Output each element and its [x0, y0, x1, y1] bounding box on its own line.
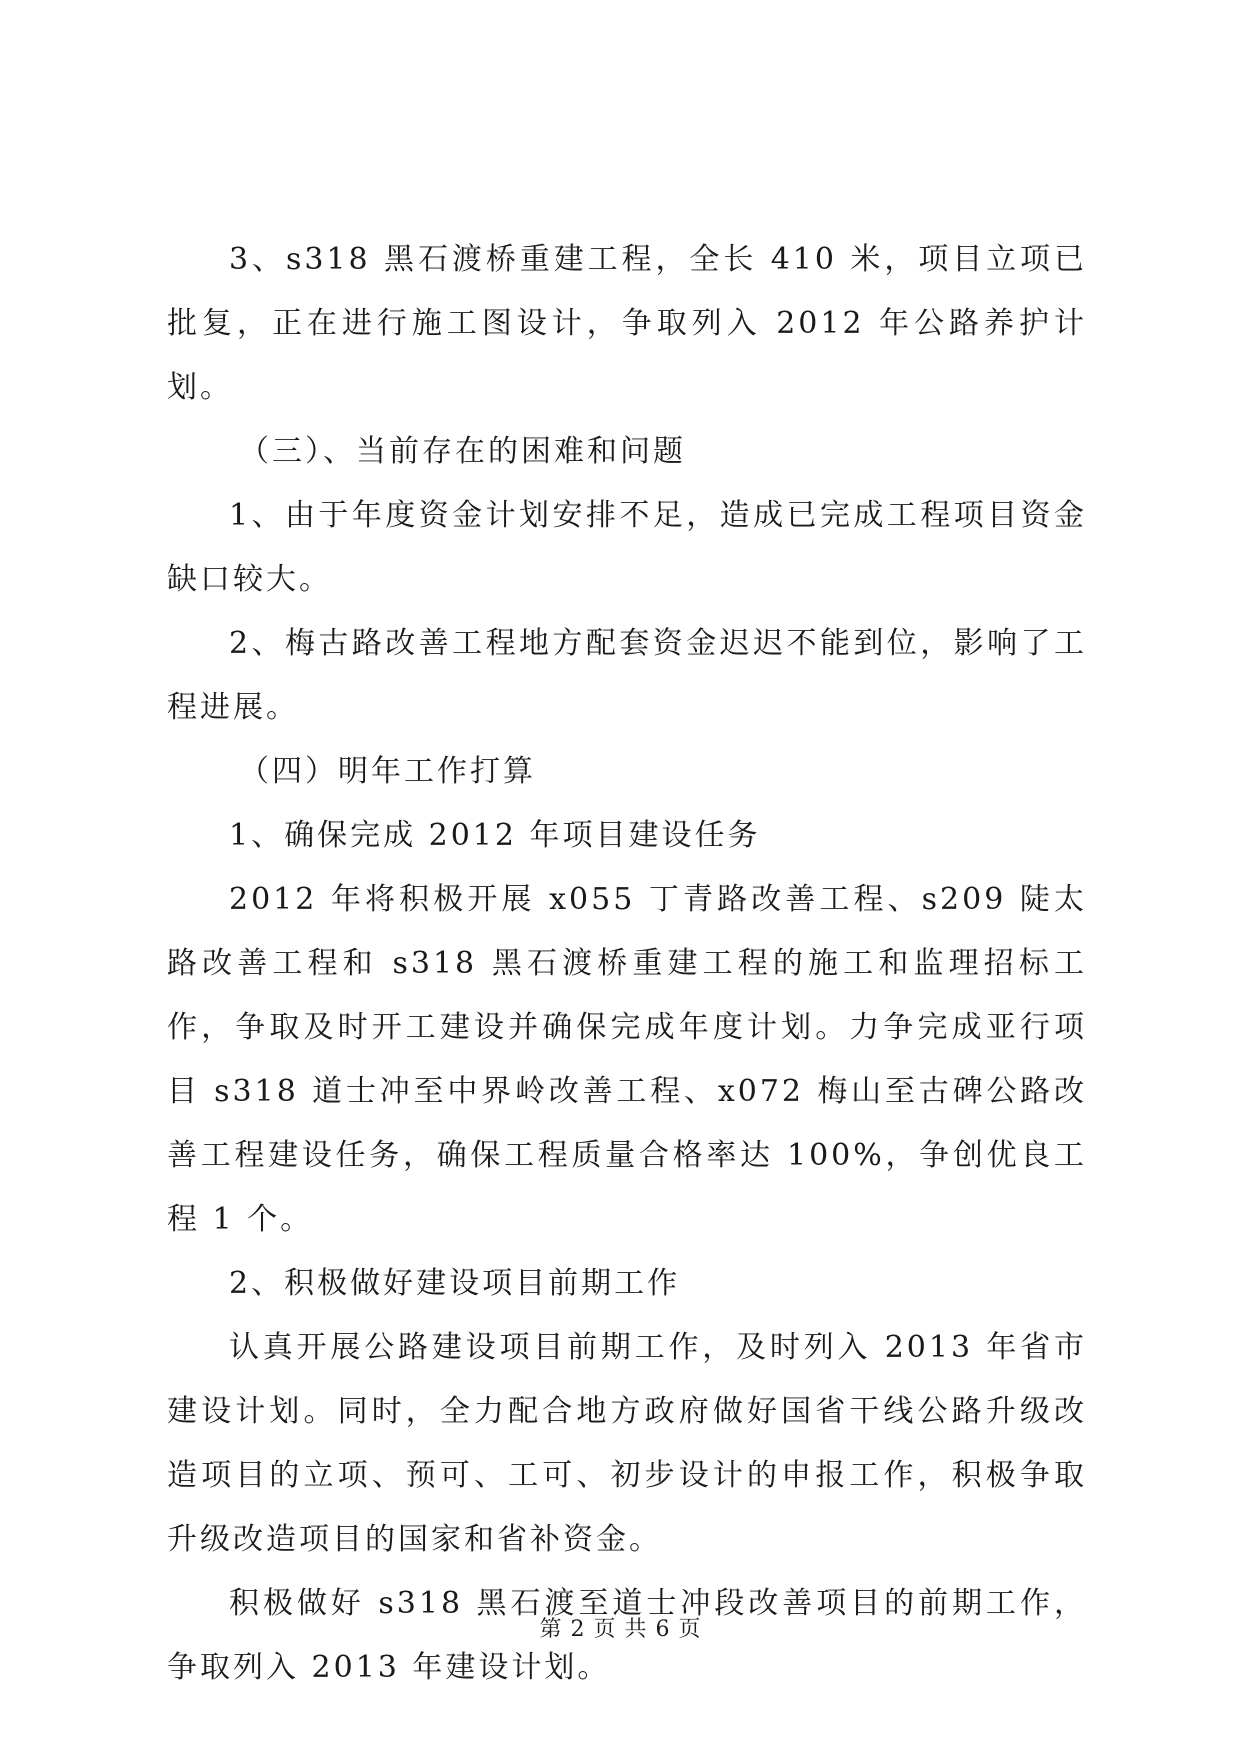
paragraph-funding-shortfall: 1、由于年度资金计划安排不足，造成已完成工程项目资金缺口较大。 — [167, 498, 1087, 597]
subheading-complete-tasks: 1、确保完成 2012 年项目建设任务 — [229, 818, 761, 853]
paragraph-bridge-project: 3、s318 黑石渡桥重建工程，全长 410 米，项目立项已批复，正在进行施工图设计，争取列入 2012 年公路养护计划。 — [167, 242, 1087, 405]
paragraph-2012-plan: 2012 年将积极开展 x055 丁青路改善工程、s209 陡太路改善工程和 s318 黑石渡桥重建工程的施工和监理招标工作，争取及时开工建设并确保完成年度计划。力争完成亚行项目 s318 道士冲至中界岭改善工程、x072 梅山至古碑公路改善工程建设任务，确保工程质量合格率达 100%，争创优良工程 1 个。 — [167, 882, 1087, 1237]
paragraph-s318-preliminary: 积极做好 s318 黑石渡至道士冲段改善项目的前期工作，争取列入 2013 年建设计划。 — [167, 1586, 1087, 1685]
section-heading-next-year: （四）明年工作打算 — [239, 754, 536, 789]
section-heading-difficulties: （三）、当前存在的困难和问题 — [239, 434, 686, 469]
page-number-footer: 第 2 页 共 6 页 — [539, 1617, 702, 1642]
subheading-preliminary-work: 2、积极做好建设项目前期工作 — [229, 1266, 681, 1301]
document-body — [167, 228, 1087, 1700]
paragraph-preliminary-work: 认真开展公路建设项目前期工作，及时列入 2013 年省市建设计划。同时，全力配合地方政府做好国省干线公路升级改造项目的立项、预可、工可、初步设计的申报工作，积极争取升级改造项目的国家和省补资金。 — [167, 1330, 1087, 1557]
paragraph-local-funding: 2、梅古路改善工程地方配套资金迟迟不能到位，影响了工程进展。 — [167, 626, 1087, 725]
